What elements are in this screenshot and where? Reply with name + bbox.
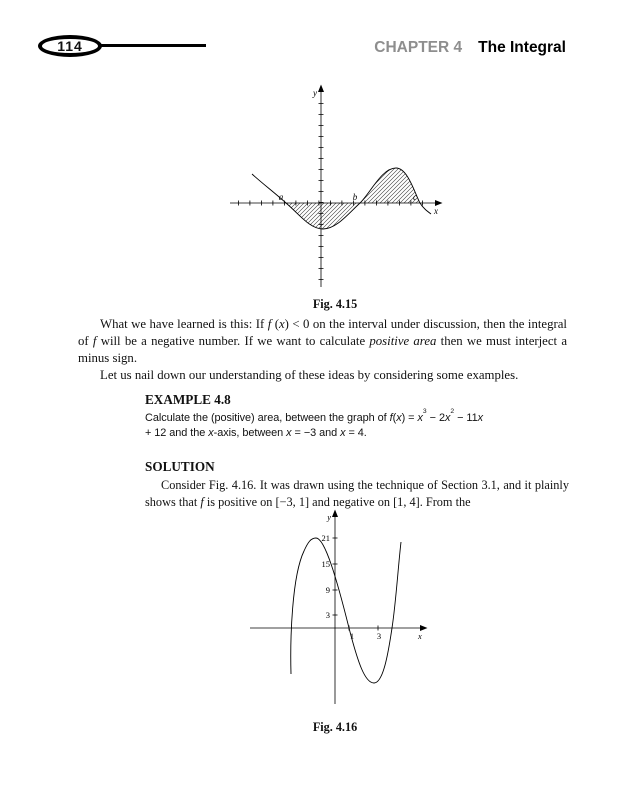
header-rule: [96, 44, 206, 47]
y-axis-label: y: [313, 88, 317, 98]
body-text: [78, 316, 567, 384]
page-number-badge: [38, 35, 102, 57]
y-axis: [332, 510, 338, 705]
y-axis-label: y: [327, 512, 331, 522]
chapter-label: CHAPTER 4: [374, 39, 463, 56]
paragraph-nail-down: Let us nail down our understanding of these ideas by considering some examples.: [100, 368, 519, 382]
fig-415-caption: Fig. 4.15: [312, 297, 358, 311]
y-tick-label-15: 15: [321, 559, 330, 569]
shaded-region-positive-area: [360, 168, 420, 203]
paragraph-learned: What we have learned is this: If f (x) < 0 on the interval under discussion, then the integral of f will be a negative number. If we want to calculate positive area then we must interject a minus sign.: [78, 317, 568, 365]
x-axis-label: x: [434, 206, 438, 216]
y-tick-label-3: 3: [325, 610, 330, 620]
x-axis: [250, 625, 428, 631]
y-axis-arrow-icon: [318, 85, 324, 93]
example-body: Calculate the (positive) area, between the graph of $f(x) = x^3 - 2x^2 - 11x + 12$ and the x-axis, between x = −3 and x = 4.: [145, 408, 484, 440]
x-tick-label-3: 3: [376, 631, 382, 641]
cubic-function-curve: [291, 538, 401, 683]
fig-416-graph: [245, 508, 435, 716]
solution-heading: SOLUTION: [145, 459, 215, 474]
fig-416-caption: Fig. 4.16: [312, 720, 358, 734]
page-number: 114: [57, 38, 83, 54]
x-axis-label: x: [418, 631, 422, 641]
root-label-c: c: [413, 192, 417, 202]
x-tick-label-1: 1: [349, 631, 355, 641]
fig-415-graph: [224, 83, 446, 295]
y-axis-arrow-icon: [332, 510, 338, 518]
example-heading: EXAMPLE 4.8: [145, 392, 231, 407]
y-tick-label-21: 21: [321, 533, 330, 543]
root-label-a: a: [278, 192, 284, 202]
y-tick-label-9: 9: [325, 585, 330, 595]
root-label-b: b: [352, 192, 358, 202]
chapter-title: The Integral: [478, 39, 566, 56]
shaded-region-negative-area: [286, 203, 360, 229]
y-axis: [318, 85, 324, 288]
chapter-header: [374, 39, 566, 57]
solution-body: Consider Fig. 4.16. It was drawn using the technique of Section 3.1, and it plainly shows that f is positive on [−3, 1] and negative on [1, 4]. From the: [145, 478, 569, 509]
